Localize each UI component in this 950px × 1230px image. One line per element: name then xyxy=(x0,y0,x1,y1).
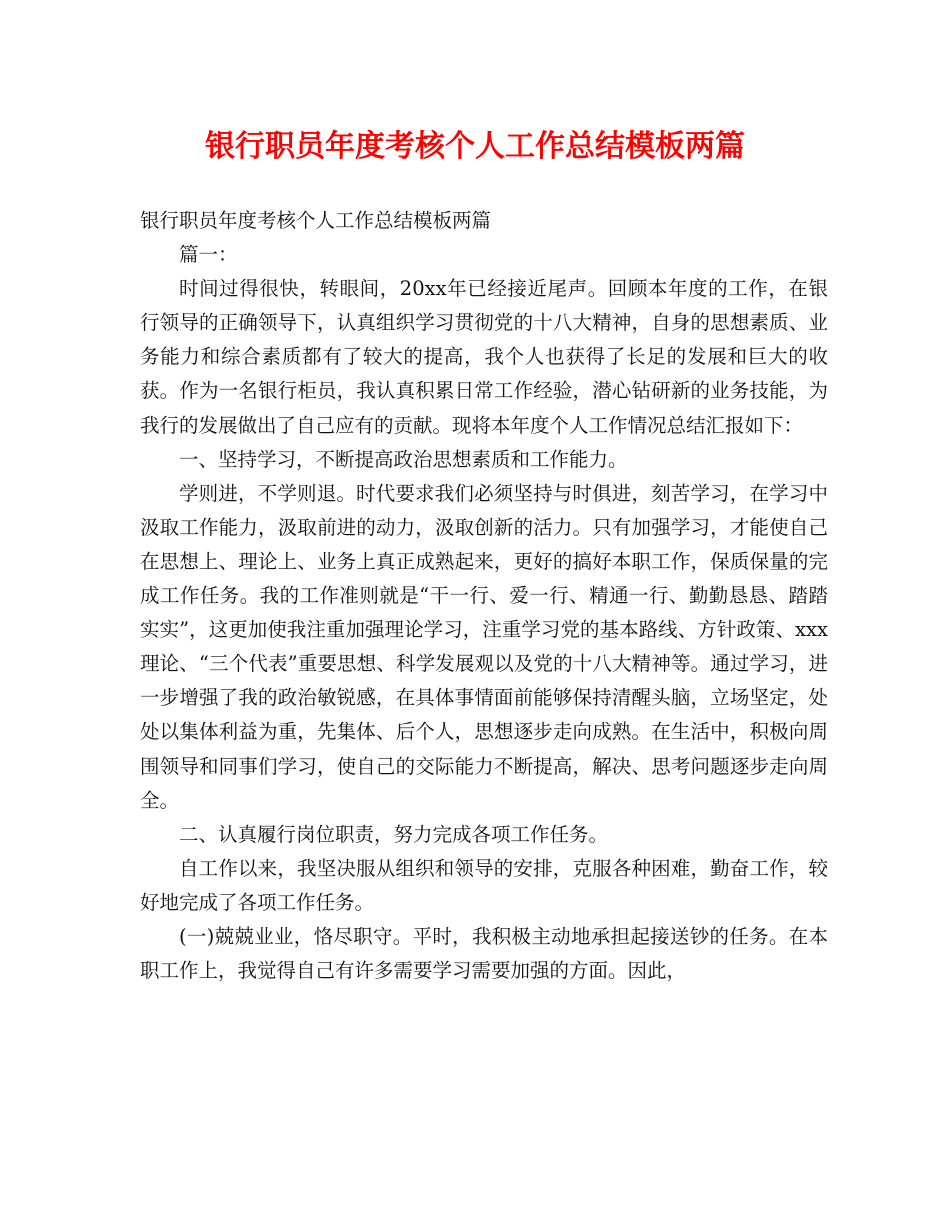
body-paragraph: 自工作以来，我坚决服从组织和领导的安排，克服各种困难，勤奋工作，较好地完成了各项工作任务。 xyxy=(140,856,828,914)
section-heading-paragraph: 二、认真履行岗位职责，努力完成各项工作任务。 xyxy=(179,822,609,846)
document-body xyxy=(140,204,828,988)
body-paragraph: 学则进，不学则退。时代要求我们必须坚持与时俱进，刻苦学习，在学习中汲取工作能力，汲取前进的动力，汲取创新的活力。只有加强学习，才能使自己在思想上、理论上、业务上真正成熟起来，更好的搞好本职工作，保质保量的完成工作任务。我的工作准则就是“干一行、爱一行、精通一行、勤勤恳恳、踏踏实实”，这更加使我注重加强理论学习，注重学习党的基本路线、方针政策、xxx理论、“三个代表”重要思想、科学发展观以及党的十八大精神等。通过学习，进一步增强了我的政治敏锐感，在具体事情面前能够保持清醒头脑，立场坚定，处处以集体利益为重，先集体、后个人，思想逐步走向成熟。在生活中，积极向周围领导和同事们学习，使自己的交际能力不断提高，解决、思考问题逐步走向周全。 xyxy=(140,481,828,812)
section-heading-paragraph: 一、坚持学习，不断提高政治思想素质和工作能力。 xyxy=(179,447,628,471)
subtitle-paragraph: 银行职员年度考核个人工作总结模板两篇 xyxy=(140,209,492,232)
document-title: 银行职员年度考核个人工作总结模板两篇 xyxy=(205,129,745,164)
body-paragraph: (一)兢兢业业，恪尽职守。平时，我积极主动地承担起接送钞的任务。在本职工作上，我觉得自己有许多需要学习需要加强的方面。因此， xyxy=(140,924,828,983)
section-label-paragraph: 篇一： xyxy=(179,243,238,267)
body-paragraph: 时间过得很快，转眼间，20xx年已经接近尾声。回顾本年度的工作，在银行领导的正确领导下，认真组织学习贯彻党的十八大精神，自身的思想素质、业务能力和综合素质都有了较大的提高，我个人也获得了长足的发展和巨大的收获。作为一名银行柜员，我认真积累日常工作经验，潜心钻研新的业务技能，为我行的发展做出了自己应有的贡献。现将本年度个人工作情况总结汇报如下： xyxy=(140,277,828,437)
